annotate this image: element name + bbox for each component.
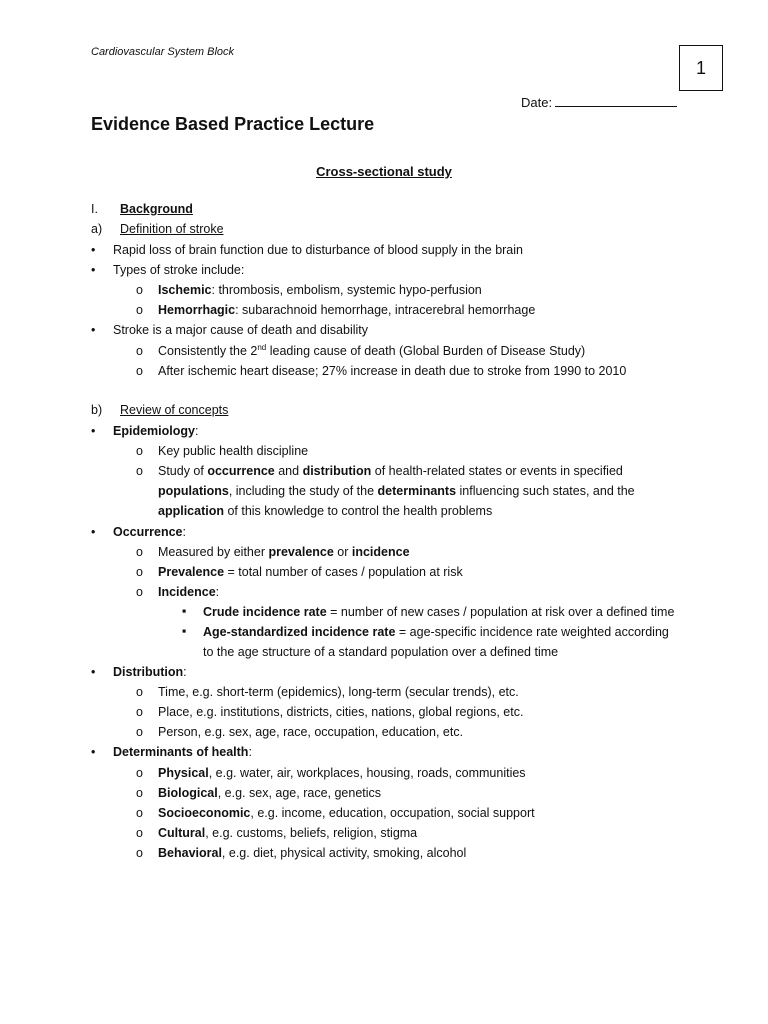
date-label: Date:: [521, 95, 553, 110]
circle-marker: o: [136, 826, 143, 840]
list-item: Rapid loss of brain function due to disturbance of blood supply in the brain: [113, 243, 523, 257]
colon: :: [248, 745, 252, 759]
term-hemorrhagic: Hemorrhagic: [158, 303, 236, 317]
document-title: Evidence Based Practice Lecture: [91, 114, 375, 134]
circle-marker: o: [136, 464, 143, 478]
subsection-heading-review: Review of concepts: [120, 403, 229, 417]
bullet-marker: •: [91, 525, 96, 539]
circle-marker: o: [136, 444, 143, 458]
circle-marker: o: [136, 725, 143, 739]
bullet-marker: •: [91, 243, 96, 257]
term-behavioral: Behavioral: [158, 846, 222, 860]
item-text: of this knowledge to control the health problems: [223, 504, 493, 518]
item-text: = age-specific incidence rate weighted according: [395, 625, 669, 639]
term-occurrence-heading: Occurrence: [113, 525, 183, 539]
term-determinants: determinants: [377, 484, 457, 498]
list-item: [158, 785, 381, 801]
term-cultural: Cultural: [158, 826, 206, 840]
list-item: [158, 765, 526, 781]
term-incidence-def: Incidence: [158, 585, 216, 599]
item-text: : subarachnoid hemorrhage, intracerebral hemorrhage: [235, 303, 536, 317]
list-item: [158, 302, 535, 318]
document-subtitle: Cross-sectional study: [316, 164, 452, 179]
block-name: Cardiovascular System Block: [91, 46, 235, 58]
term-biological: Biological: [158, 786, 218, 800]
list-item: [158, 282, 482, 298]
term-crude-rate: Crude incidence rate: [203, 605, 327, 619]
circle-marker: o: [136, 846, 143, 860]
bullet-marker: •: [91, 424, 96, 438]
item-text: , e.g. water, air, workplaces, housing, roads, communities: [208, 766, 526, 780]
list-item: [158, 845, 466, 861]
list-item: Types of stroke include:: [113, 263, 245, 277]
term-epidemiology: Epidemiology: [113, 424, 195, 438]
item-text: = total number of cases / population at risk: [224, 565, 463, 579]
square-marker: ▪: [182, 624, 187, 638]
colon: :: [182, 525, 186, 539]
square-marker: ▪: [182, 604, 187, 618]
circle-marker: o: [136, 685, 143, 699]
circle-marker: o: [136, 303, 143, 317]
term-incidence: incidence: [351, 545, 410, 559]
circle-marker: o: [136, 344, 143, 358]
term-age-standardized-rate: Age-standardized incidence rate: [203, 625, 396, 639]
list-item-continuation: to the age structure of a standard population over a defined time: [203, 645, 559, 659]
list-item: Time, e.g. short-term (epidemics), long-term (secular trends), etc.: [158, 685, 519, 699]
date-field: [521, 94, 677, 110]
circle-marker: o: [136, 585, 143, 599]
date-blank-line: [555, 94, 677, 107]
list-item: [113, 423, 198, 439]
section-roman-numeral: I.: [91, 202, 98, 216]
item-text: of health-related states or events in specified: [371, 464, 623, 478]
item-text: Consistently the 2: [158, 344, 258, 358]
list-item-continuation: [158, 503, 492, 519]
list-item: After ischemic heart disease; 27% increase in death due to stroke from 1990 to 2010: [158, 364, 627, 378]
list-item-continuation: [158, 483, 635, 499]
list-item: [158, 343, 585, 359]
list-item: [158, 544, 410, 560]
item-text: or: [333, 545, 352, 559]
term-socioeconomic: Socioeconomic: [158, 806, 251, 820]
colon: :: [194, 424, 199, 438]
section-heading-background: Background: [120, 202, 193, 216]
list-item: Key public health discipline: [158, 444, 309, 458]
list-item: Stroke is a major cause of death and disability: [113, 323, 368, 337]
page-number: 1: [695, 57, 706, 78]
item-text: , including the study of the: [228, 484, 378, 498]
list-item: [158, 564, 463, 580]
term-distribution: distribution: [302, 464, 372, 478]
list-item: [158, 584, 219, 600]
circle-marker: o: [136, 364, 143, 378]
term-ischemic: Ischemic: [158, 283, 212, 297]
list-item: [203, 624, 669, 640]
list-item: [158, 463, 623, 479]
item-text: influencing such states, and the: [456, 484, 635, 498]
item-text: leading cause of death (Global Burden of Disease Study): [266, 344, 586, 358]
term-populations: populations: [158, 484, 229, 498]
colon: :: [215, 585, 220, 599]
circle-marker: o: [136, 766, 143, 780]
term-prevalence-def: Prevalence: [158, 565, 225, 579]
item-text: , e.g. sex, age, race, genetics: [217, 786, 382, 800]
circle-marker: o: [136, 283, 143, 297]
colon: :: [183, 665, 187, 679]
list-item: [113, 524, 186, 540]
term-application: application: [158, 504, 224, 518]
item-text: = number of new cases / population at risk over a defined time: [326, 605, 675, 619]
subsection-letter-a: a): [91, 222, 103, 236]
item-text: and: [274, 464, 303, 478]
term-occurrence: occurrence: [207, 464, 275, 478]
list-item: [203, 604, 674, 620]
page-number-box: [679, 45, 723, 91]
circle-marker: o: [136, 705, 143, 719]
term-distribution-heading: Distribution: [113, 665, 184, 679]
subsection-heading-definition: Definition of stroke: [120, 222, 224, 236]
bullet-marker: •: [91, 665, 96, 679]
item-text: Measured by either: [158, 545, 269, 559]
item-text: , e.g. diet, physical activity, smoking, alcohol: [221, 846, 467, 860]
list-item: Person, e.g. sex, age, race, occupation, education, etc.: [158, 725, 464, 739]
item-text: Study of: [158, 464, 208, 478]
term-determinants-heading: Determinants of health: [113, 745, 249, 759]
list-item: [158, 805, 535, 821]
item-text: , e.g. income, education, occupation, social support: [250, 806, 535, 820]
item-text: : thrombosis, embolism, systemic hypo-perfusion: [211, 283, 482, 297]
list-item: [113, 664, 187, 680]
term-physical: Physical: [158, 766, 209, 780]
bullet-marker: •: [91, 323, 96, 337]
term-prevalence: prevalence: [268, 545, 334, 559]
circle-marker: o: [136, 786, 143, 800]
bullet-marker: •: [91, 745, 96, 759]
item-text: , e.g. customs, beliefs, religion, stigma: [205, 826, 418, 840]
list-item: Place, e.g. institutions, districts, cities, nations, global regions, etc.: [158, 705, 524, 719]
circle-marker: o: [136, 565, 143, 579]
circle-marker: o: [136, 545, 143, 559]
ordinal-suffix: nd: [257, 342, 267, 352]
circle-marker: o: [136, 806, 143, 820]
list-item: [158, 825, 417, 841]
subsection-letter-b: b): [91, 403, 103, 417]
bullet-marker: •: [91, 263, 96, 277]
list-item: [113, 744, 252, 760]
